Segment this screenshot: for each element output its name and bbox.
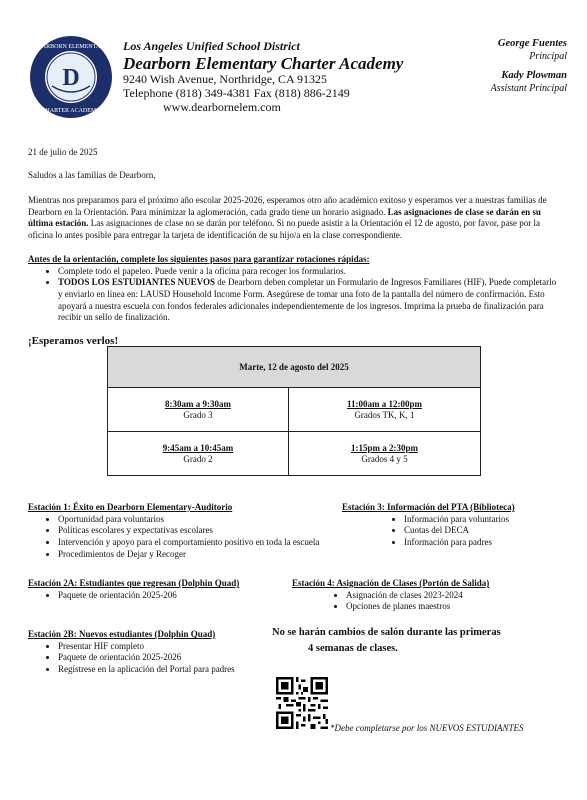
station-2a bbox=[28, 578, 288, 601]
principal-name: George Fuentes bbox=[497, 38, 567, 49]
principal-block bbox=[498, 38, 567, 63]
list-item: • Procedimientos de Dejar y Recoger bbox=[58, 549, 348, 561]
assistant-block bbox=[491, 70, 567, 95]
station-title: Estación 3: Información del PTA (Biblioteca) bbox=[342, 502, 515, 512]
qr-code[interactable] bbox=[276, 677, 328, 729]
letterhead bbox=[123, 40, 403, 115]
list-item: • Presentar HIF completo bbox=[58, 641, 268, 653]
list-item: • Oportunidad para voluntarios bbox=[58, 514, 348, 526]
list-item: • Información para padres bbox=[404, 537, 572, 549]
list-item: • Regístrese en la aplicación del Portal para padres bbox=[58, 664, 268, 676]
list-item: • Cuotas del DECA bbox=[404, 525, 572, 537]
schedule-table bbox=[107, 346, 481, 476]
room-change-notice: No se harán cambios de salón durante las primeras 4 semanas de clases. bbox=[272, 627, 501, 655]
school-seal-logo bbox=[30, 36, 112, 118]
svg-text:CHARTER ACADEMY: CHARTER ACADEMY bbox=[41, 108, 101, 114]
list-item: • Intervención y apoyo para el comportamiento positivo en toda la escuela bbox=[58, 537, 348, 549]
steps-section bbox=[28, 254, 558, 324]
station-4 bbox=[292, 578, 562, 613]
school-phone: Telephone (818) 349-4381 Fax (818) 886-2149 bbox=[123, 86, 350, 101]
station-title: Estación 1: Éxito en Dearborn Elementary-Auditorio bbox=[28, 502, 233, 512]
station-title: Estación 2A: Estudiantes que regresan (Dolphin Quad) bbox=[28, 578, 240, 588]
svg-text:D: D bbox=[62, 65, 80, 91]
station-3 bbox=[342, 502, 572, 549]
list-item: • Opciones de planes maestros bbox=[346, 601, 562, 613]
school-name: Dearborn Elementary Charter Academy bbox=[123, 53, 404, 73]
letter-date: 21 de julio de 2025 bbox=[28, 147, 98, 157]
svg-text:DEARBORN ELEMENTARY: DEARBORN ELEMENTARY bbox=[33, 44, 109, 50]
see-you-heading: ¡Esperamos verlos! bbox=[28, 335, 119, 347]
step-item: • Complete todo el papeleo. Puede venir a la oficina para recoger los formularios. bbox=[58, 266, 558, 278]
station-title: Estación 2B: Nuevos estudiantes (Dolphin Quad) bbox=[28, 629, 216, 639]
new-students-footnote: *Debe completarse por los NUEVOS ESTUDIANTES bbox=[330, 723, 524, 733]
school-website[interactable]: www.dearbornelem.com bbox=[163, 99, 281, 114]
schedule-slot: 9:45am a 10:45am Grado 2 bbox=[108, 432, 289, 476]
list-item: • Paquete de orientación 2025-2026 bbox=[58, 652, 268, 664]
district-name: Los Angeles Unified School District bbox=[123, 39, 300, 53]
list-item: • Paquete de orientación 2025-206 bbox=[58, 590, 288, 602]
assistant-title: Assistant Principal bbox=[490, 82, 567, 94]
intro-paragraph: Mientras nos preparamos para el próximo año escolar 2025-2026, esperamos otro año académico exitoso y esperamos ver a nuestras familias de Dearborn en la Orientación. Para minimizar la aglomeración, cada grado tiene un horario asignado. Las asignaciones de clase se darán en su última estación. Las asignaciones de clase no se darán por teléfono. Si no puede asistir a la Orientación el 12 de agosto, por favor, pase por la oficina lo antes posible para entregar la tarjeta de identificación de su hijo/a en la clase correspondiente. bbox=[28, 195, 547, 241]
step-item: • TODOS LOS ESTUDIANTES NUEVOS de Dearborn deben completar un Formulario de Ingresos Familiares (HIF). Puede completarlo y enviarlo en línea en: LAUSD Household Income Form. Asegúrese de tomar una foto de la pantalla del número de confirmación. Esto apoyará a nuestra escuela con fondos federales adicionales independientemente de los ingresos. Imprima la prueba de finalización para recibir un sello de finalización. bbox=[58, 277, 558, 324]
list-item: • Políticas escolares y expectativas escolares bbox=[58, 525, 348, 537]
schedule-slot: 8:30am a 9:30am Grado 3 bbox=[108, 388, 289, 432]
schedule-slot: 11:00am a 12:00pm Grados TK, K, 1 bbox=[288, 388, 480, 432]
station-2b bbox=[28, 629, 268, 676]
station-1 bbox=[28, 502, 348, 560]
steps-heading: Antes de la orientación, complete los siguientes pasos para garantizar rotaciones rápidas: bbox=[28, 254, 370, 264]
letter-greeting: Saludos a las familias de Dearborn, bbox=[28, 170, 156, 180]
schedule-slot: 1:15pm a 2:30pm Grados 4 y 5 bbox=[288, 432, 480, 476]
list-item: • Asignación de clases 2023-2024 bbox=[346, 590, 562, 602]
list-item: • Información para voluntarios bbox=[404, 514, 572, 526]
assistant-name: Kady Plowman bbox=[501, 70, 567, 81]
schedule-header: Marte, 12 de agosto del 2025 bbox=[108, 347, 481, 388]
station-title: Estación 4: Asignación de Clases (Portón de Salida) bbox=[292, 578, 490, 588]
principal-title: Principal bbox=[529, 50, 567, 62]
school-address: 9240 Wish Avenue, Northridge, CA 91325 bbox=[123, 72, 328, 87]
